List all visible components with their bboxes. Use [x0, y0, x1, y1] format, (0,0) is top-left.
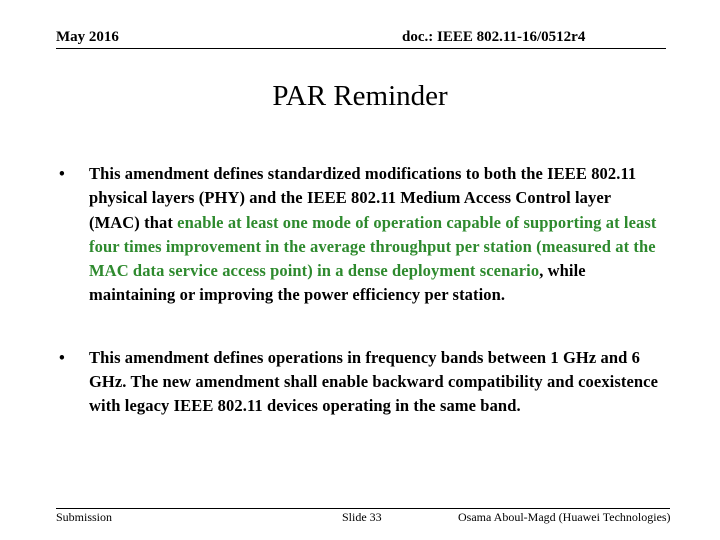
- bullet-1-text-a: This amendment defines standardized modifications to both the IEEE 802.11 physical layers (PHY) and the IEEE 802.11 Medium Access Control layer (MAC) that: [89, 164, 637, 232]
- footer-submission: Submission: [56, 510, 113, 524]
- footer-divider: [56, 508, 670, 509]
- bullet-list: [56, 162, 666, 419]
- header-date: May 2016: [56, 29, 119, 45]
- bullet-item-2: [56, 346, 666, 419]
- bullet-marker: •: [59, 164, 65, 183]
- header-divider: [56, 48, 666, 49]
- bullet-2-text: This amendment defines operations in frequency bands between 1 GHz and 6 GHz. The new amendment shall enable backward compatibility and coexistence with legacy IEEE 802.11 devices operating in the same band.: [89, 347, 659, 416]
- bullet-marker: •: [59, 347, 65, 367]
- bullet-item-1: [56, 162, 666, 308]
- bullet-1-text-b: , while maintaining or improving the power efficiency per station.: [89, 261, 586, 305]
- footer-author: Osama Aboul-Magd (Huawei Technologies): [458, 510, 671, 524]
- footer-slide-number: Slide 33: [342, 510, 382, 524]
- slide-title: PAR Reminder: [272, 80, 448, 112]
- bullet-1-highlight: enable at least one mode of operation capable of supporting at least four times improvement in the average throughput per station (measured at the MAC data service access point) in a dense deployment scenario: [89, 212, 657, 281]
- header-doc-number: doc.: IEEE 802.11-16/0512r4: [402, 29, 586, 45]
